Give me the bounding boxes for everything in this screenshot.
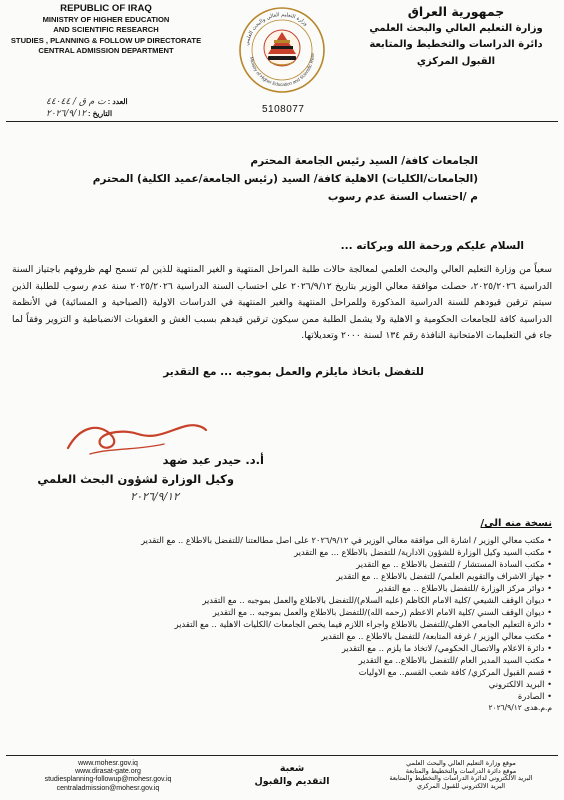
footer-divider: [6, 755, 558, 756]
list-item: • مكتب السيد وكيل الوزارة للشؤون الادارية/ للتفضل بالاطلاع ... مع التقدير: [12, 546, 552, 558]
list-item: • مكتب معالي الوزير / غرفة المتابعة/ للتفضل بالاطلاع .. مع التقدير: [12, 630, 552, 642]
list-item: • مكتب السادة المستشار / للتفضل بالاطلاع .. مع التقدير: [12, 558, 552, 570]
reference-block: [46, 96, 128, 120]
subject-line: م /احتساب السنة عدم رسوب: [327, 191, 478, 203]
address-line: (الجامعات/الكليات) الاهلية كافة/ السيد (رئيس الجامعة/عميد الكلية) المحترم: [92, 173, 478, 185]
footer-section-name: [252, 762, 332, 788]
header-arabic: [356, 4, 556, 70]
list-item: • البريد الالكتروني: [12, 678, 552, 690]
list-item: • ديوان الوقف الشيعي /كلية الامام الكاظم (عليه السلام)/للتفضل بالاطلاع والعمل بموجبه .. مع التقدير: [12, 594, 552, 606]
header-english: [6, 4, 206, 57]
header-ar-line: جمهورية العراق: [407, 4, 505, 19]
header-en-line: AND SCIENTIFIC RESEARCH: [53, 25, 159, 34]
greeting: السلام عليكم ورحمة الله وبركاته ...: [340, 240, 524, 252]
header-en-line: MINISTRY OF HIGHER EDUCATION: [42, 14, 170, 24]
header-en-line: REPUBLIC OF IRAQ: [60, 3, 152, 14]
date-label: التاريخ :: [88, 109, 113, 118]
copies-title: نسخة منه الى/: [480, 518, 552, 529]
footer-link[interactable]: studiesplanning-followup@mohesr.gov.iq: [44, 776, 172, 784]
list-item: • ديوان الوقف السني /كلية الامام الاعظم (رحمه الله)/للتفضل بالاطلاع والعمل بموجبه .. مع التقدير: [12, 606, 552, 618]
date-value: ٢٠٢٦/٩/١٢: [46, 109, 86, 119]
footer-link[interactable]: centraladmission@mohesr.gov.iq: [56, 784, 160, 792]
address-block: [18, 152, 478, 206]
signatory-name: أ.د. حيدر عبد ضهد: [162, 453, 264, 467]
ref-label: العدد :: [107, 97, 128, 106]
footer-description: موقع وزارة التعليم العالي والبحث العلمي: [406, 759, 516, 767]
footer-descriptions: [366, 760, 556, 790]
copies-tail: م.م.هدى ٢٠٢٦/٩/١٢: [488, 703, 552, 712]
header-en-line: CENTRAL ADMISSION DEPARTMENT: [38, 46, 174, 55]
header-ar-line: دائرة الدراسات والتخطيط والمتابعة: [369, 39, 543, 50]
ministry-logo-icon: [238, 6, 326, 94]
list-item: • مكتب السيد المدير العام /للتفضل بالاطلاع.. مع التقدير: [12, 654, 552, 666]
svg-text:Ministry of Higher Education a: Ministry of Higher Education and Scientific Rese: [249, 52, 316, 88]
ref-value: ت م ق / ٤٤٠٤٤: [46, 97, 106, 107]
footer-section-line: شعبة: [279, 763, 305, 774]
footer-link[interactable]: www.dirasat-gate.org: [75, 768, 141, 776]
ministry-logo: [238, 6, 326, 94]
footer-link[interactable]: www.mohesr.gov.iq: [78, 760, 138, 767]
footer-section-line: التقديم والقبول: [254, 776, 330, 787]
header-en-line: STUDIES , PLANNING & FOLLOW UP DIRECTORATE: [10, 35, 202, 45]
list-item: • قسم القبول المركزي/ كافة شعب القسم.. مع الاوليات: [12, 666, 552, 678]
footer-description: البريد الالكتروني لدائرة الدراسات والتخطيط والمتابعة: [389, 774, 533, 783]
list-item: • جهاز الاشراف والتقويم العلمي/ للتفضل بالاطلاع .. مع التقدير: [12, 570, 552, 582]
footer-description: البريد الالكتروني للقبول المركزي: [416, 781, 506, 790]
svg-text:وزارة التعليم العالي والبحث ال: وزارة التعليم العالي والبحث العلمي: [244, 11, 309, 47]
serial-number: 5108077: [262, 104, 305, 115]
footer-description: موقع دائرة الدراسات والتخطيط والمتابعة: [405, 766, 517, 775]
signature-date: ٢٠٢٦/٩/١٢: [130, 490, 179, 503]
signatory-title: وكيل الوزارة لشؤون البحث العلمي: [37, 472, 234, 486]
list-item: • مكتب معالي الوزير / اشارة الى موافقة معالي الوزير في ٢٠٢٦/٩/١٢ على اصل مطالعتنا /للتفضل بالاطلاع .. مع التقدير: [12, 534, 552, 546]
body-paragraph: سعياً من وزارة التعليم العالي والبحث العلمي لمعالجة حالات طلبة المراحل المنتهية و الغير المنتهية للذين لم تسمح لهم ظروفهم باجتياز السنة الدراسية ٢٠٢٥/٢٠٢٦، حصلت موافقة معالي الوزير بتاريخ ٢٠٢٦/٩/١٢ على احتساب السنة الدراسية ٢٠٢٥/٢٠٢٦ سنة عدم رسوب للطلبة الذين سيتم ترقين قيودهم للسنة الدراسية المذكورة وللمراحل المنتهية والغير المنتهية في الدراسات الاولية (الصباحية و المسائية) في الأنظمة الدراسية كافة للجامعات الحكومية و الاهلية ولا يشمل الطلبة ممن سيكون ترقين قيدهم بسبب الغش و العقوبات الانضباطية و التزوير وفقاً لما جاء في التعليمات الامتحانية النافذة رقم ١٣٤ لسنة ٢٠٠٠ وتعديلاتها.: [12, 264, 552, 342]
list-item: • الصادرة: [12, 690, 552, 702]
header-divider: [6, 121, 558, 122]
header-ar-line: وزارة التعليم العالي والبحث العلمي: [369, 22, 543, 34]
closing-line: للتفضل باتخاذ مايلزم والعمل بموجبه ... مع التقدير: [163, 366, 424, 378]
list-item: • دوائر مركز الوزارة /للتفضل بالاطلاع .. مع التقدير: [12, 582, 552, 594]
header-ar-line: القبول المركزي: [416, 55, 496, 67]
footer-links: [8, 760, 208, 793]
address-line: الجامعات كافة/ السيد رئيس الجامعة المحترم: [250, 155, 478, 167]
copies-list: [12, 534, 552, 714]
list-item: • دائرة التعليم الجامعي الاهلي/للتفضل بالاطلاع واجراء اللازم فيما يخص الجامعات /الكليات الاهلية .. مع التقدير: [12, 618, 552, 630]
list-item: • دائرة الاعلام والاتصال الحكومي/ لاتخاذ ما يلزم .. مع التقدير: [12, 642, 552, 654]
